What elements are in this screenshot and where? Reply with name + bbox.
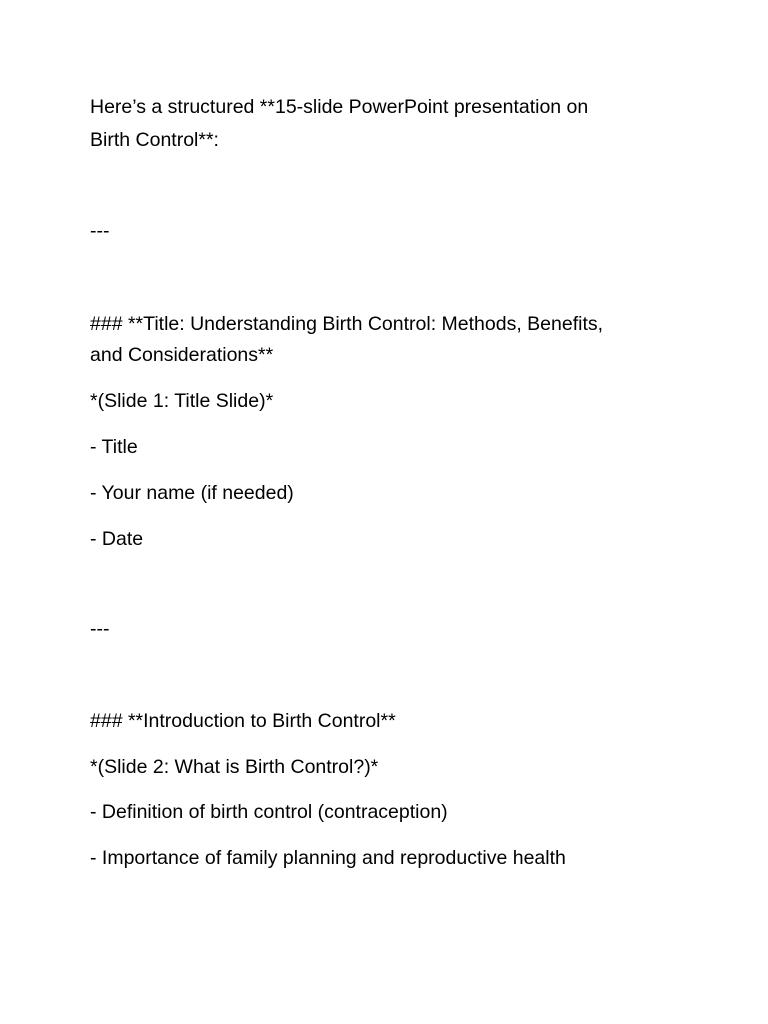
intro-heading: ### **Introduction to Birth Control** bbox=[90, 710, 396, 732]
separator-2: --- bbox=[90, 618, 110, 640]
slide-1-bullet-date: - Date bbox=[90, 528, 144, 550]
intro-line-1: Here’s a structured **15-slide PowerPoint presentation on bbox=[90, 96, 589, 118]
slide-1-label: *(Slide 1: Title Slide)* bbox=[90, 390, 274, 412]
intro-line-2: Birth Control**: bbox=[90, 129, 219, 151]
separator-1: --- bbox=[90, 220, 110, 242]
title-heading-line-1: ### **Title: Understanding Birth Control: Methods, Benefits, bbox=[90, 313, 604, 335]
slide-2-bullet-importance: - Importance of family planning and reproductive health bbox=[90, 847, 566, 869]
slide-2-bullet-definition: - Definition of birth control (contraception) bbox=[90, 801, 448, 823]
slide-1-bullet-name: - Your name (if needed) bbox=[90, 482, 294, 504]
slide-2-label: *(Slide 2: What is Birth Control?)* bbox=[90, 756, 379, 778]
slide-1-bullet-title: - Title bbox=[90, 436, 138, 458]
title-heading-line-2: and Considerations** bbox=[90, 344, 274, 366]
